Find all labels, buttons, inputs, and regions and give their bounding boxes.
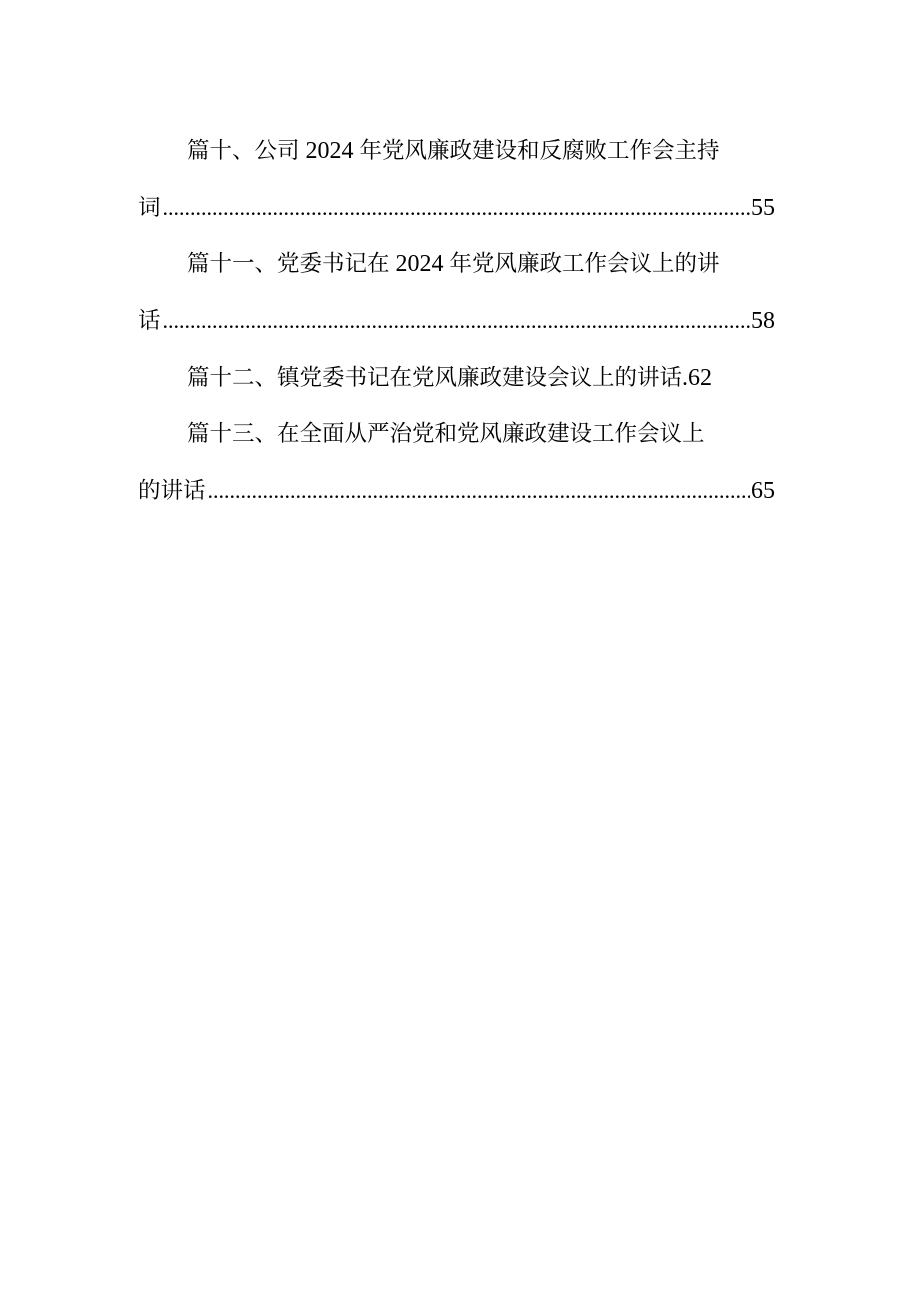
toc-entry-10-title[interactable] bbox=[187, 133, 720, 169]
toc-entry-12-title[interactable] bbox=[187, 360, 712, 396]
toc-entry-10-continuation[interactable] bbox=[138, 190, 775, 226]
toc-entry-13-continuation[interactable] bbox=[138, 473, 775, 509]
toc-dot-leader bbox=[163, 303, 750, 339]
toc-entry-11-title-part2: 年党风廉政工作会议上的讲 bbox=[449, 251, 720, 277]
toc-dot-leader bbox=[208, 473, 750, 509]
toc-entry-11-page: 58 bbox=[751, 308, 775, 334]
toc-entry-12-title-text: 篇十二、镇党委书记在党风廉政建设会议上的讲话 bbox=[187, 365, 683, 391]
toc-dot-leader bbox=[163, 190, 750, 226]
toc-entry-12-page: .62 bbox=[682, 365, 713, 391]
toc-entry-13-title-text: 篇十三、在全面从严治党和党风廉政建设工作会议上 bbox=[187, 421, 705, 447]
toc-entry-10-title-end: 词 bbox=[138, 195, 161, 221]
toc-entry-10-year: 2024 bbox=[305, 138, 354, 164]
toc-entry-11-title-part1: 篇十一、党委书记在 bbox=[187, 251, 390, 277]
toc-entry-10-title-part2: 年党风廉政建设和反腐败工作会主持 bbox=[359, 138, 720, 164]
toc-entry-11-continuation[interactable] bbox=[138, 303, 775, 339]
toc-entry-10-title-part1: 篇十、公司 bbox=[187, 138, 300, 164]
toc-entry-11-title[interactable] bbox=[187, 246, 720, 282]
toc-entry-13-title[interactable] bbox=[187, 416, 705, 452]
toc-entry-10-page: 55 bbox=[751, 195, 775, 221]
toc-entry-11-title-end: 话 bbox=[138, 308, 161, 334]
toc-entry-13-page: 65 bbox=[751, 478, 775, 504]
toc-entry-11-year: 2024 bbox=[395, 251, 444, 277]
toc-entry-13-title-end: 的讲话 bbox=[138, 478, 206, 504]
